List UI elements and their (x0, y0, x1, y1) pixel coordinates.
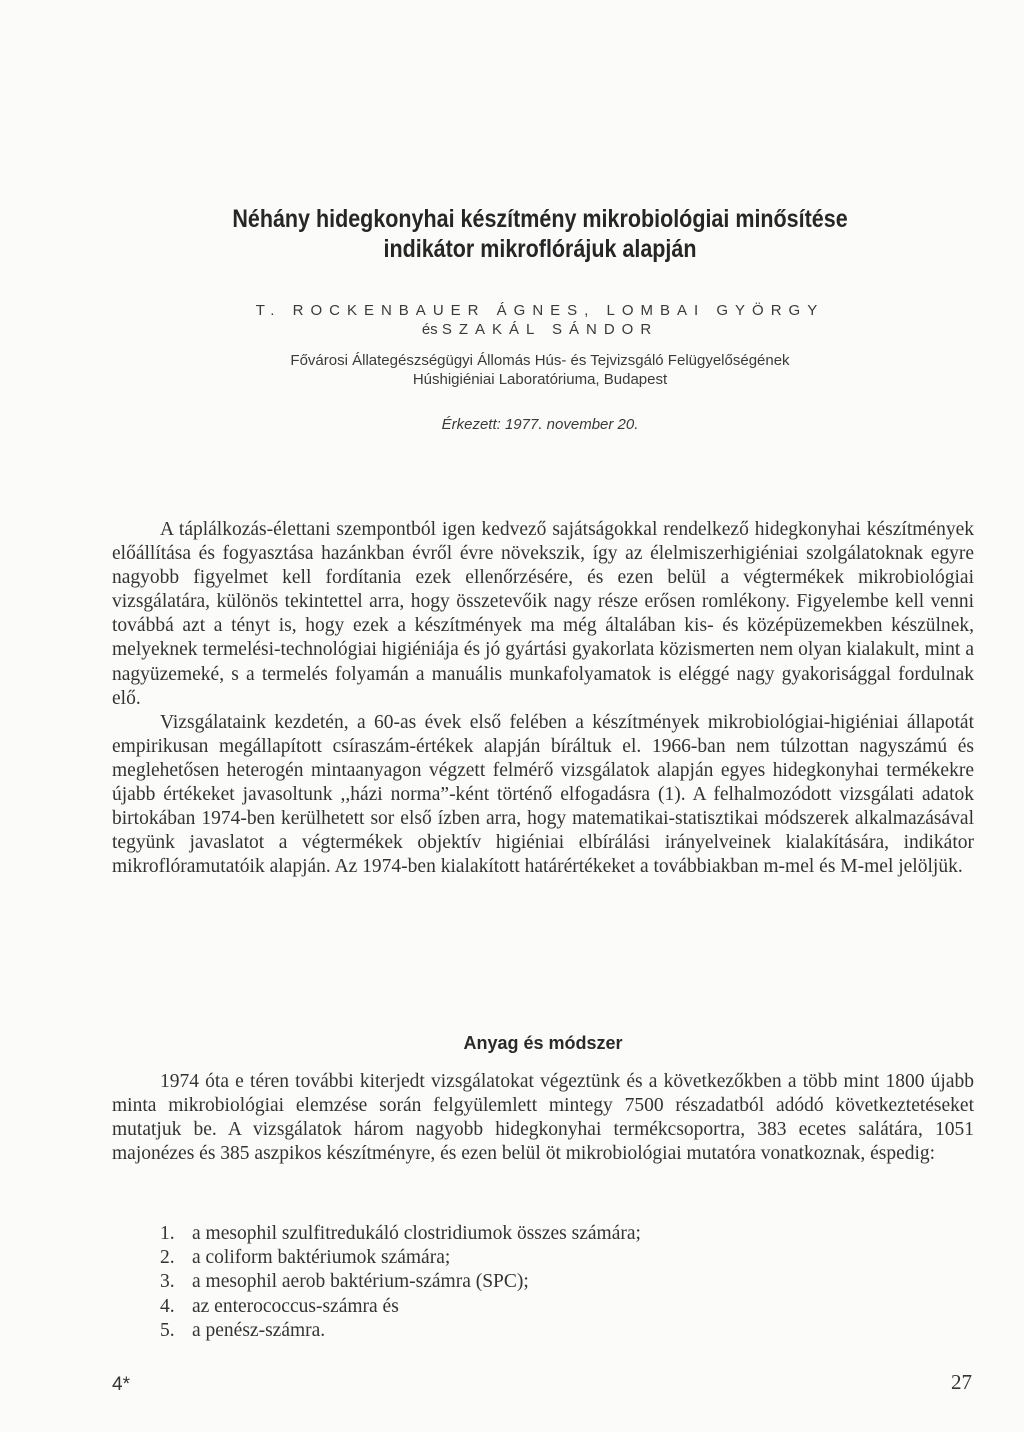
page-number: 27 (951, 1370, 972, 1394)
list-item-number: 5. (160, 1319, 175, 1341)
affiliation (120, 351, 960, 389)
signature-mark: 4* (112, 1374, 130, 1395)
methods-section (112, 1070, 974, 1166)
list-item (160, 1319, 960, 1343)
list-item-number: 3. (160, 1271, 175, 1293)
methods-paragraph: 1974 óta e téren további kiterjedt vizsgálatokat végeztünk és a következőkben a több mint 1800 újabb minta mikrobiológiai elemzése során felgyülemlett mintegy 7500 részadatból adódó következtetéseket mutatjuk be. A vizsgálatok három nagyobb hidegkonyhai termékcsoportra, 383 ecetes salátára, 1051 majonézes és 385 aszpikos készítményre, és ezen belül öt mikrobiológiai mutatóra vonatkoznak, éspedig: (112, 1071, 974, 1165)
list-item-text: a mesophil szulfitredukáló clostridiumok összes számára; (192, 1223, 641, 1244)
authors-block (120, 301, 960, 339)
list-item-text: a coliform baktériumok számára; (192, 1247, 451, 1269)
list-item-number: 1. (160, 1223, 175, 1244)
list-item-number: 2. (160, 1247, 175, 1269)
affiliation-line-1: Fővárosi Állategészségügyi Állomás Hús- és Tejvizsgáló Felügyelőségének (290, 352, 790, 369)
authors-conjunction: és (421, 321, 438, 338)
title-line-2: indikátor mikroflórájuk alapján (383, 235, 697, 263)
received-date: Érkezett: 1977. november 20. (441, 416, 639, 433)
title-line-1: Néhány hidegkonyhai készítmény mikrobiológiai minősítése (232, 205, 848, 233)
article-title (179, 204, 901, 264)
authors-line-2 (120, 320, 960, 339)
intro-paragraph-1: A táplálkozás-élettani szempontból igen kedvező sajátságokkal rendelkező hidegkonyhai készítmények előállítása és fogyasztása hazánkban évről évre növekszik, így az élelmiszerhigiéniai szolgálatoknak egyre nagyobb figyelmet kell fordítania ezek ellenőrzésére, és ezen belül a végtermékek mikrobiológiai vizsgálatára, különös tekintettel arra, hogy összetevőik nagy része erősen romlékony. Figyelembe kell venni továbbá azt a tényt is, hogy ezek a készítmények ma még általában kis- és középüzemekben készülnek, melyeknek termelési-technológiai higiéniája és jó gyártási gyakorlata közismerten nem olyan kialakult, mint a nagyüzemeké, s a termelés folyamán a manuális munkafolyamatok is eléggé nagy gyakorisággal fordulnak elő. (112, 519, 974, 709)
list-item (160, 1295, 960, 1319)
introduction (112, 518, 974, 879)
list-item-text: az enterococcus-számra és (192, 1295, 399, 1317)
intro-paragraph-2: Vizsgálataink kezdetén, a 60-as évek első felében a készítmények mikrobiológiai-higiéniai állapotát empirikusan megállapított csíraszám-értékek alapján bíráltuk el. 1966-ban nem túlzottan nagyszámú és meglehetősen heterogén mintaanyagon végzett felmérő vizsgálatok alapján egyes hidegkonyhai termékekre újabb értékeket javasoltunk ,,házi norma”-ként történő elfogadásra (1). A felhalmozódott vizsgálati adatok birtokában 1974-ben kerülhetett sor első ízben arra, hogy matematikai-statisztikai módszerek alkalmazásával tegyünk javaslatot a végtermékek objektív higiéniai elbírálási irányelveinek kialakítására, indikátor mikroflóramutatóik alapján. Az 1974-ben kialakított határértékeket a továbbiakban m-mel és M-mel jelöljük. (112, 711, 974, 878)
list-item-number: 4. (160, 1295, 175, 1317)
list-item (160, 1222, 960, 1246)
authors-line-2-name: SZAKÁL SÁNDOR (441, 321, 659, 338)
authors-line-1: T. ROCKENBAUER ÁGNES, LOMBAI GYÖRGY (255, 302, 825, 319)
list-item (160, 1270, 960, 1294)
list-item-text: a penész-számra. (192, 1319, 326, 1341)
indicator-list (160, 1222, 960, 1343)
affiliation-line-2: Húshigiéniai Laboratóriuma, Budapest (412, 371, 668, 388)
section-heading-methods: Anyag és módszer (463, 1033, 623, 1053)
list-item (160, 1246, 960, 1270)
list-item-text: a mesophil aerob baktérium-számra (SPC); (192, 1271, 529, 1293)
